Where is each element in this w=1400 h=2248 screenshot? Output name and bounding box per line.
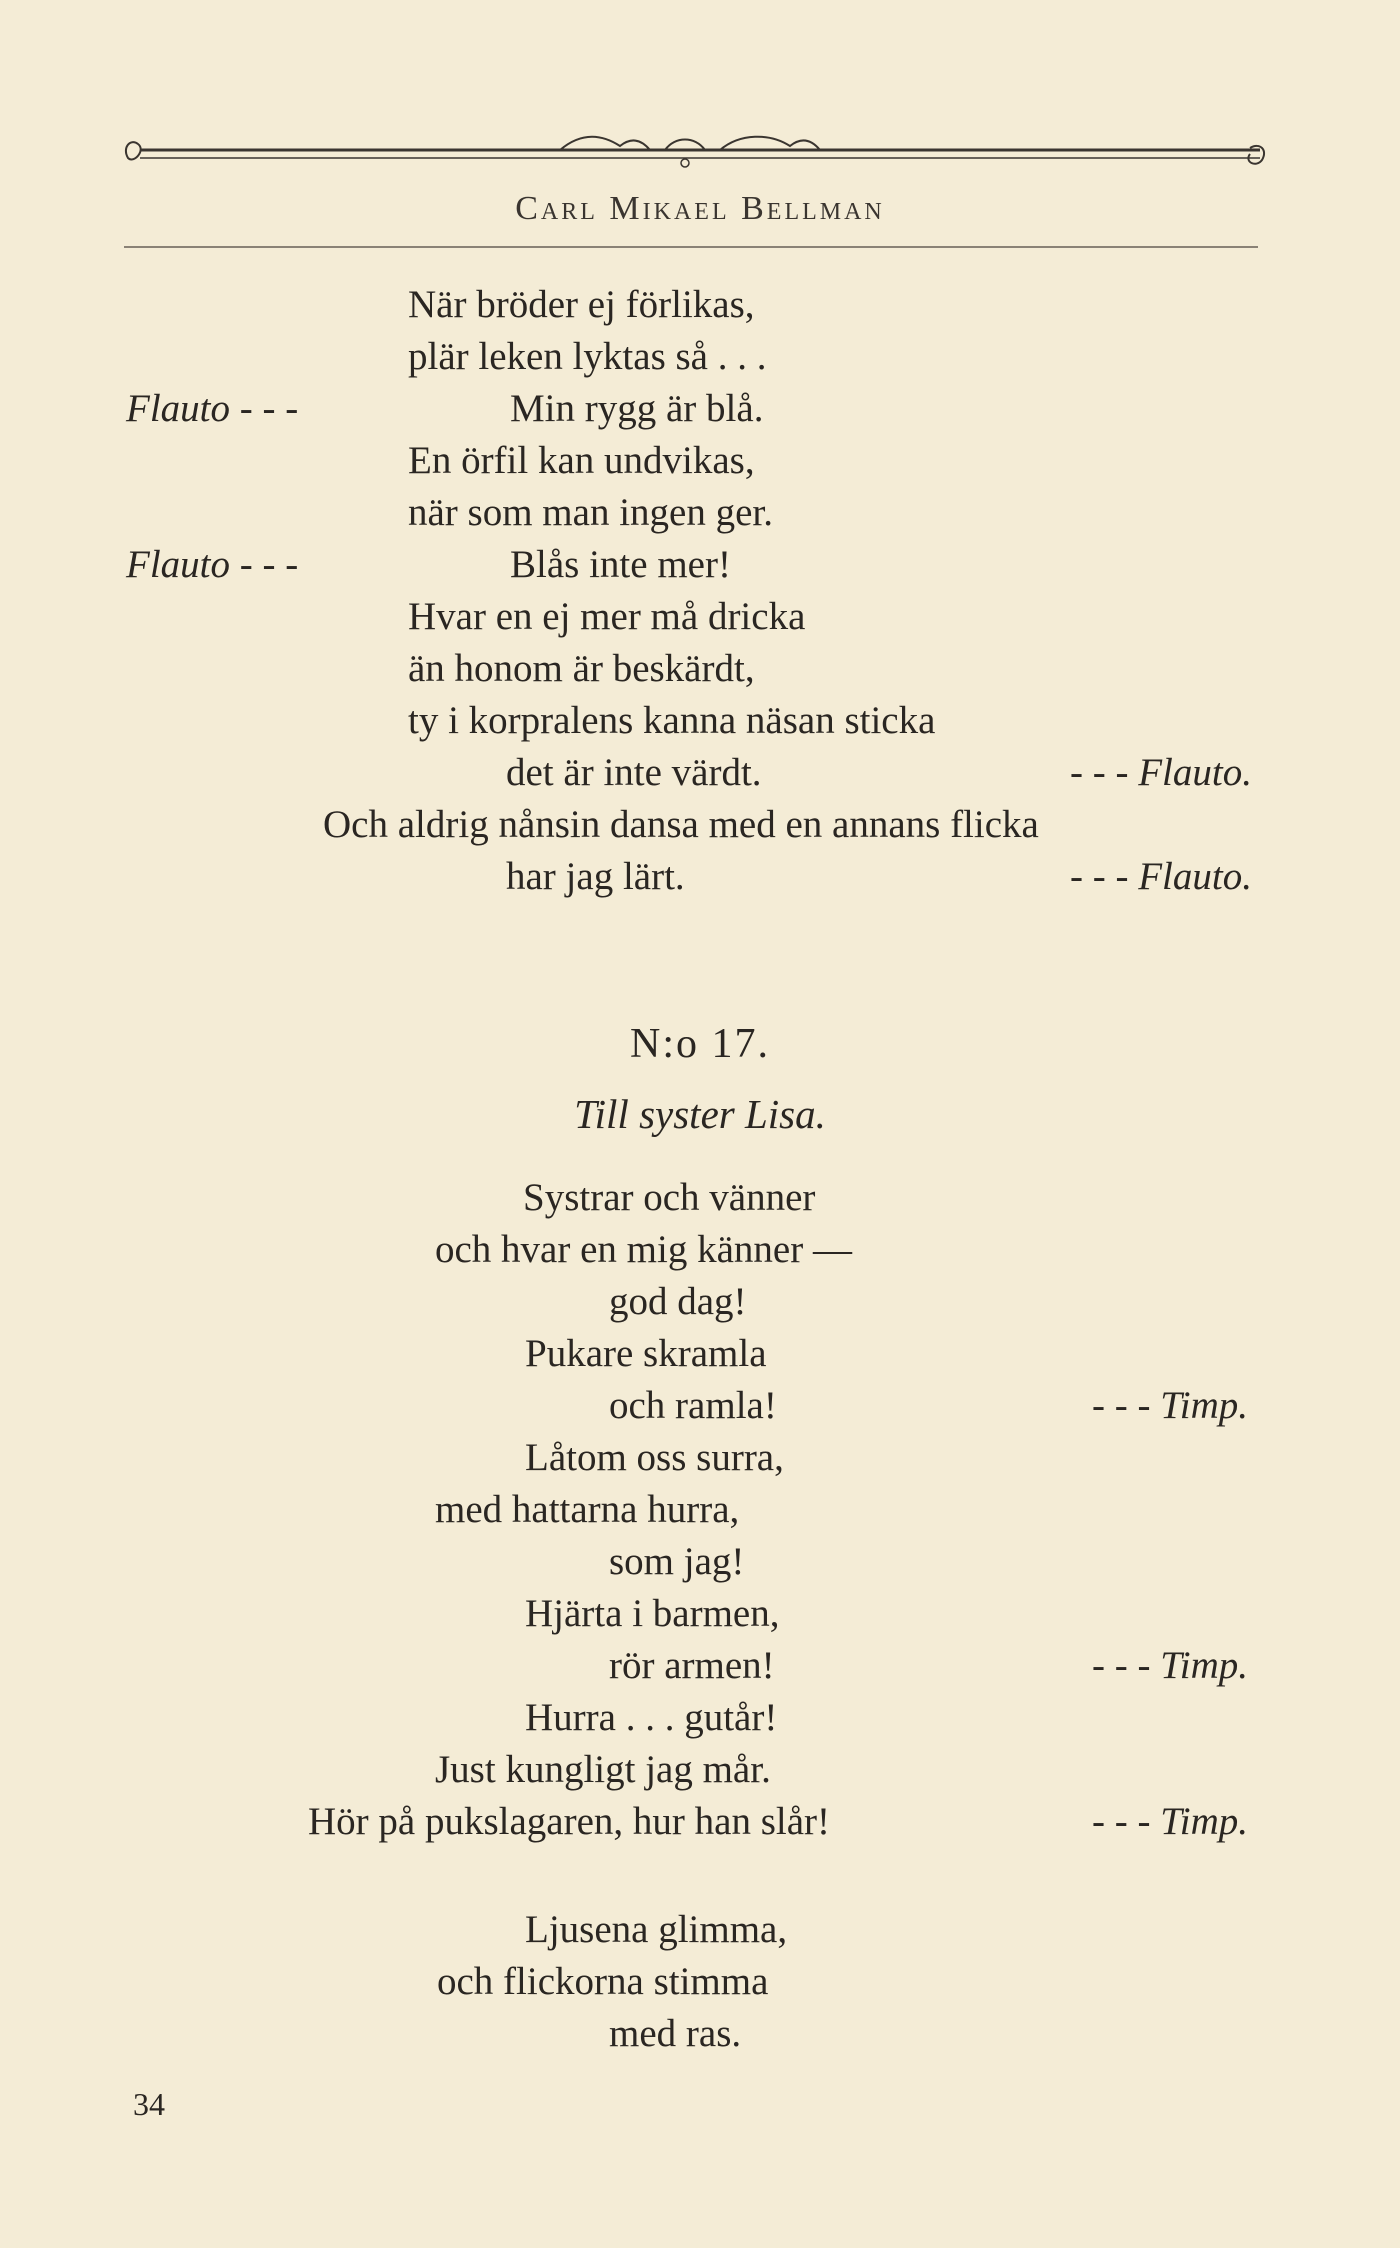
- instrument-cue: - - - Flauto.: [1070, 751, 1252, 794]
- instrument-cue: - - - Flauto.: [1070, 855, 1252, 898]
- page-number: 34: [133, 2086, 165, 2122]
- verse-line: och flickorna stimma: [437, 1960, 769, 2003]
- song-number: N:o 17.: [630, 1021, 770, 1067]
- verse-line: det är inte värdt.: [506, 751, 762, 794]
- verse-line: Hurra . . . gutår!: [525, 1696, 778, 1739]
- verse-line: god dag!: [609, 1280, 747, 1323]
- verse-line: När bröder ej förlikas,: [408, 283, 755, 326]
- verse-line: ty i korpralens kanna näsan sticka: [408, 699, 936, 742]
- song-title: Till syster Lisa.: [574, 1091, 826, 1137]
- verse-line: Just kungligt jag mår.: [435, 1748, 771, 1791]
- verse-line: Hvar en ej mer må dricka: [408, 595, 806, 638]
- verse-line: En örfil kan undvikas,: [408, 439, 755, 482]
- verse-line: med ras.: [609, 2012, 742, 2055]
- instrument-cue: - - - Timp.: [1092, 1384, 1248, 1427]
- instrument-cue: - - - Timp.: [1092, 1800, 1248, 1843]
- verse-line: och hvar en mig känner —: [435, 1228, 852, 1271]
- instrument-cue: Flauto - - -: [126, 543, 299, 586]
- verse-line: Och aldrig nånsin dansa med en annans flicka: [323, 803, 1039, 846]
- verse-line: har jag lärt.: [506, 855, 685, 898]
- header-ornament: [120, 128, 1270, 188]
- verse-line: än honom är beskärdt,: [408, 647, 755, 690]
- verse-line: Låtom oss surra,: [525, 1436, 784, 1479]
- verse-line: med hattarna hurra,: [435, 1488, 740, 1531]
- verse-line: plär leken lyktas så . . .: [408, 335, 767, 378]
- verse-line: som jag!: [609, 1540, 745, 1583]
- verse-line: rör armen!: [609, 1644, 775, 1687]
- verse-line: Systrar och vänner: [523, 1176, 816, 1219]
- verse-line: Min rygg är blå.: [510, 387, 764, 430]
- verse-line: och ramla!: [609, 1384, 777, 1427]
- verse-line: Blås inte mer!: [510, 543, 731, 586]
- verse-line: Hjärta i barmen,: [525, 1592, 780, 1635]
- header-divider: [124, 246, 1258, 248]
- running-header-title: Carl Mikael Bellman: [515, 190, 885, 227]
- verse-line: Hör på pukslagaren, hur han slår!: [308, 1800, 830, 1843]
- verse-line: när som man ingen ger.: [408, 491, 773, 534]
- verse-line: Ljusena glimma,: [525, 1908, 788, 1951]
- verse-line: Pukare skramla: [525, 1332, 767, 1375]
- instrument-cue: Flauto - - -: [126, 387, 299, 430]
- instrument-cue: - - - Timp.: [1092, 1644, 1248, 1687]
